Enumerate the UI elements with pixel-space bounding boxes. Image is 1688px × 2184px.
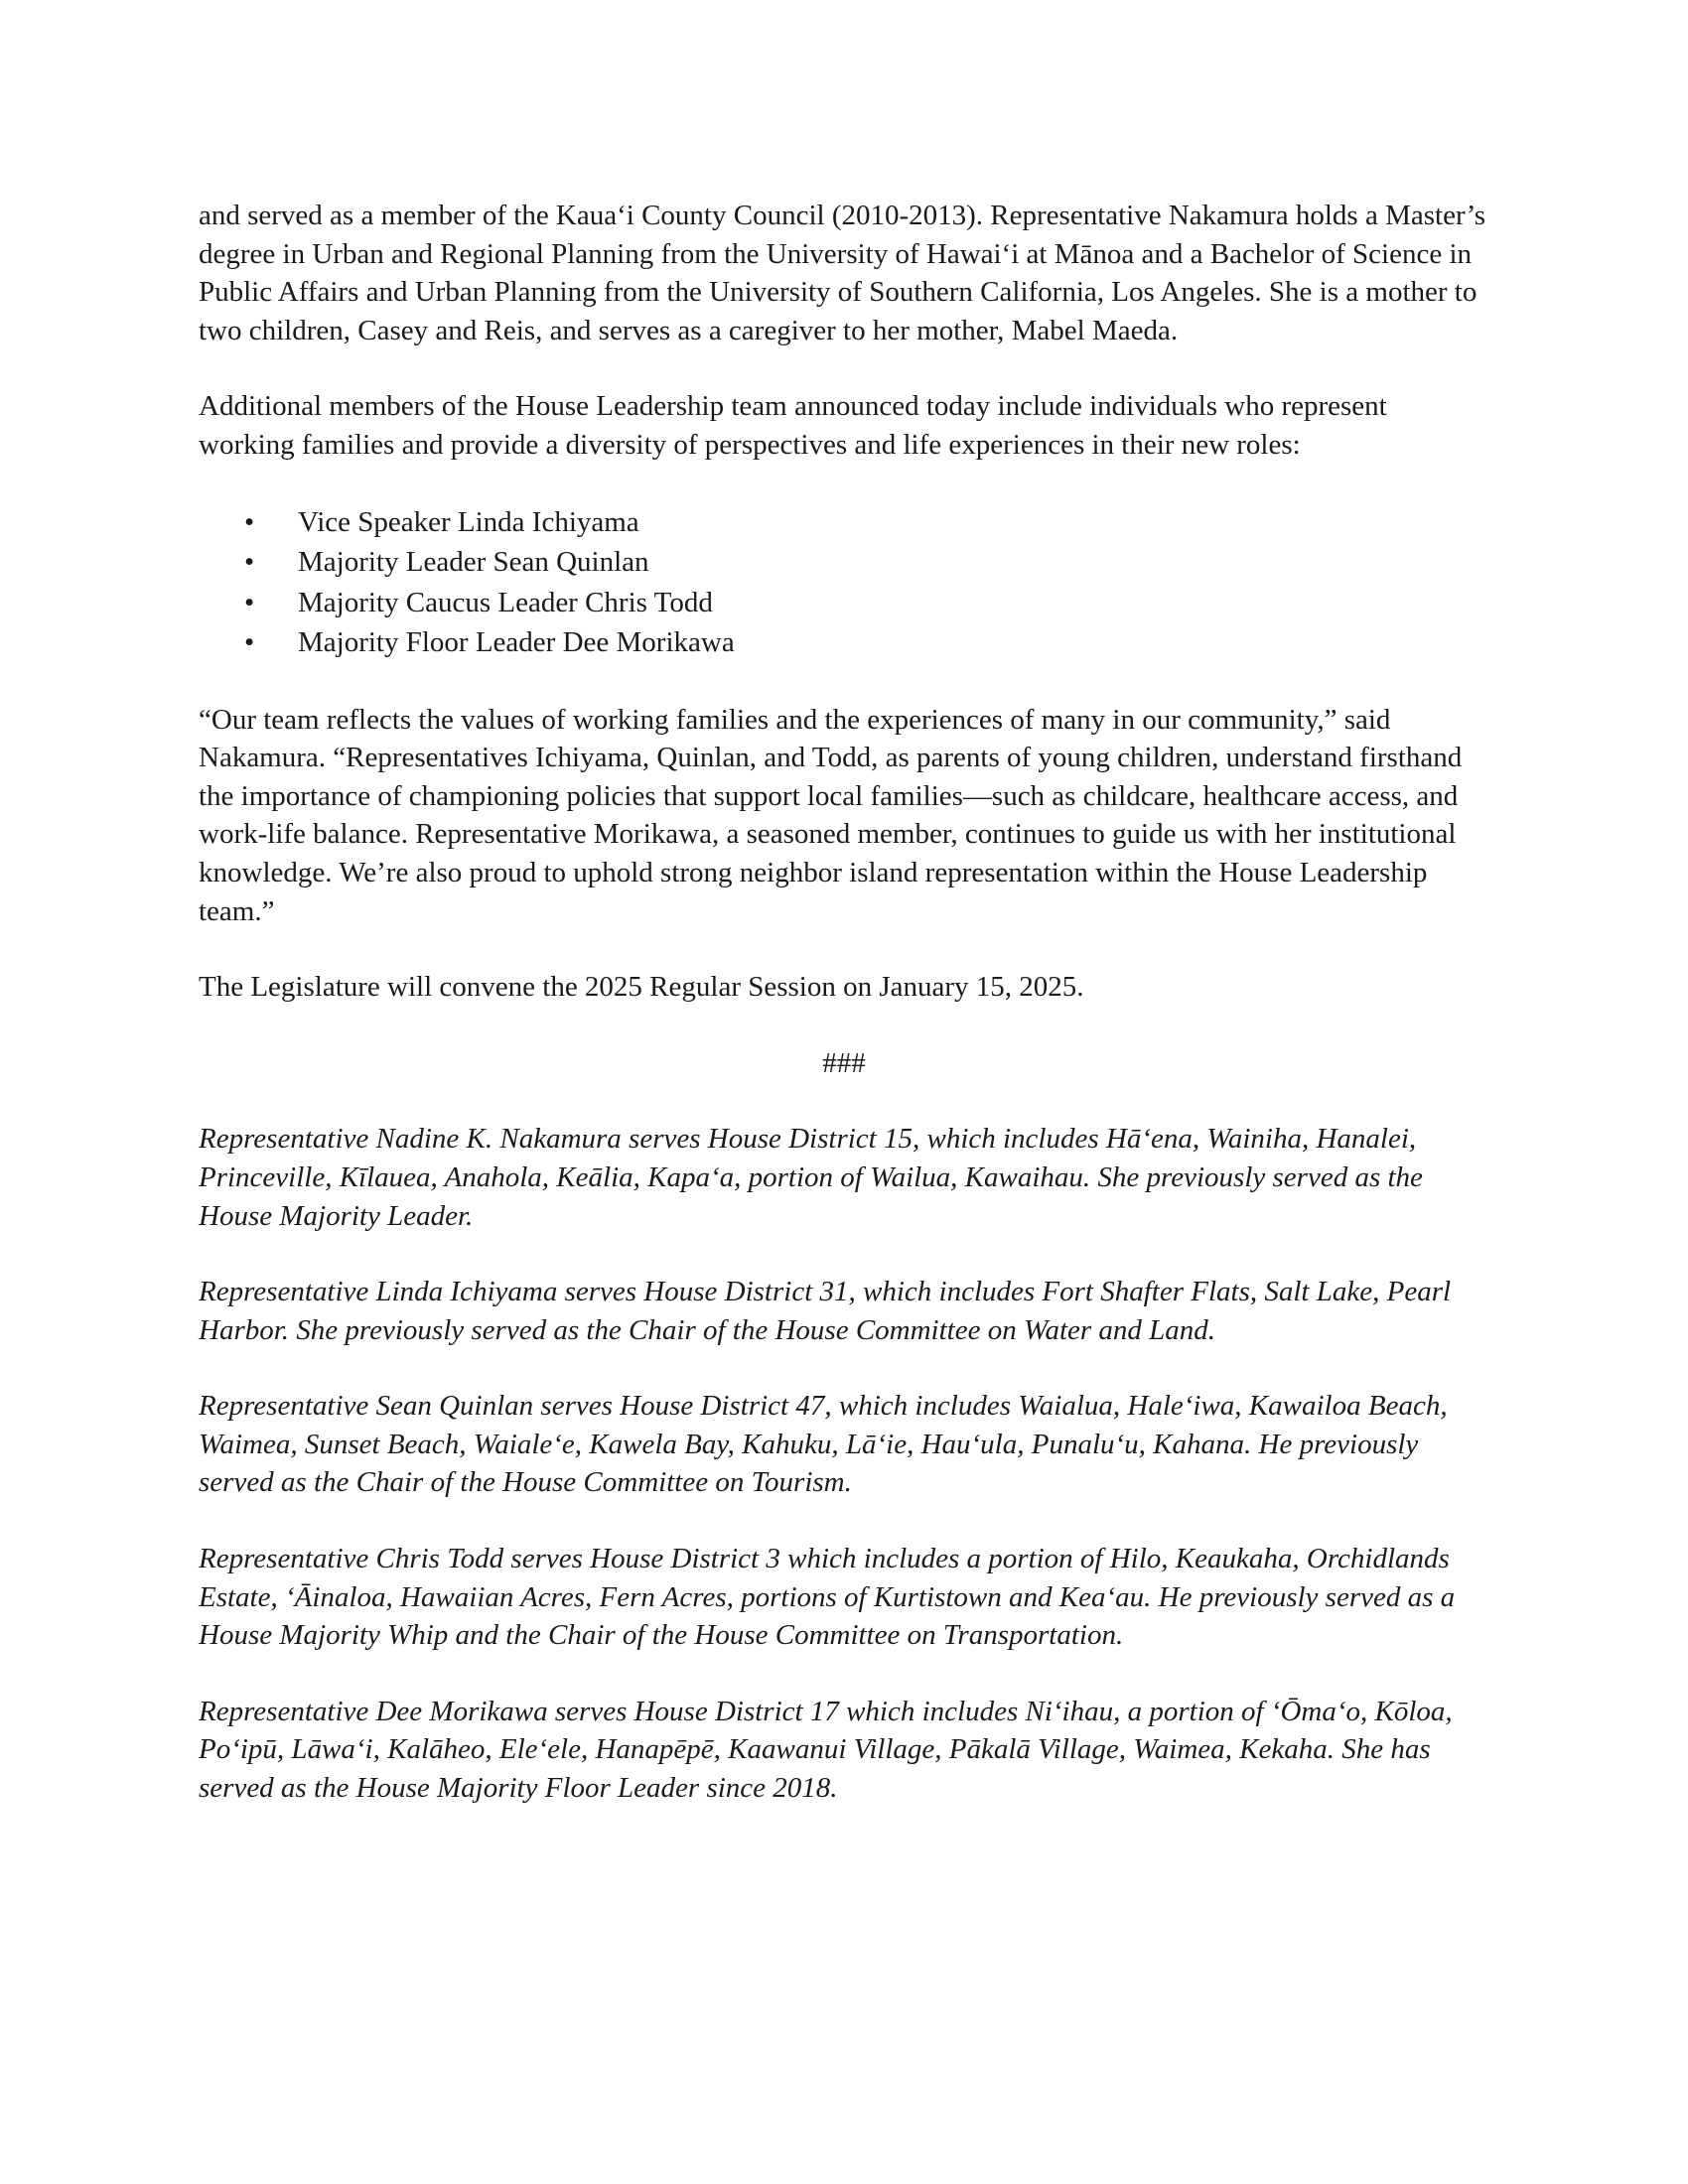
bio-ichiyama: Representative Linda Ichiyama serves House District 31, which includes Fort Shafter Flats, Salt Lake, Pearl Harbor. She previously served as the Chair of the House Committee on Water and Land. <box>199 1276 1452 1346</box>
list-item: • Majority Floor Leader Dee Morikawa <box>199 622 1489 663</box>
bio-todd: Representative Chris Todd serves House District 3 which includes a portion of Hilo, Keaukaha, Orchidlands Estate, ʻĀinaloa, Hawaiian Acres, Fern Acres, portions of Kurtistown and Keaʻau. He previously served as a House Majority Whip and the Chair of the House Committee on Transportation. <box>199 1543 1456 1652</box>
leadership-roles-list <box>199 502 1489 663</box>
bio-morikawa: Representative Dee Morikawa serves House District 17 which includes Niʻihau, a portion of ʻŌmaʻo, Kōloa, Poʻipū, Lāwaʻi, Kalāheo, Eleʻele, Hanapēpē, Kaawanui Village, Pākalā Village, Waimea, Kekaha. She has served as the House Majority Floor Leader since 2018. <box>199 1695 1453 1805</box>
session-paragraph: The Legislature will convene the 2025 Regular Session on January 15, 2025. <box>199 971 1084 1004</box>
bio-nakamura: Representative Nadine K. Nakamura serves House District 15, which includes Hāʻena, Wainiha, Hanalei, Princeville, Kīlauea, Anahola, Keālia, Kapaʻa, portion of Wailua, Kawaihau. She previously served as the House Majority Leader. <box>199 1123 1423 1232</box>
list-item: • Majority Caucus Leader Chris Todd <box>199 583 1489 623</box>
intro-paragraph: and served as a member of the Kauaʻi County Council (2010-2013). Representative Nakamura holds a Master’s degree in Urban and Regional Planning from the University of Hawaiʻi at Mānoa and a Bachelor of Science in Public Affairs and Urban Planning from the University of Southern California, Los Angeles. She is a mother to two children, Casey and Reis, and serves as a caregiver to her mother, Mabel Maeda. <box>199 200 1486 346</box>
quote-paragraph: “Our team reflects the values of working families and the experiences of many in our community,” said Nakamura. “Representatives Ichiyama, Quinlan, and Todd, as parents of young children, understand firsthand the importance of championing policies that support local families—such as childcare, healthcare access, and work-life balance. Representative Morikawa, a seasoned member, continues to guide us with her institutional knowledge. We’re also proud to uphold strong neighbor island representation within the House Leadership team.” <box>199 703 1463 927</box>
document-page <box>199 197 1489 1845</box>
additional-members-paragraph: Additional members of the House Leadership team announced today include individuals who represent working families and provide a diversity of perspectives and life experiences in their new roles: <box>199 390 1387 461</box>
bio-quinlan: Representative Sean Quinlan serves House District 47, which includes Waialua, Haleʻiwa, Kawailoa Beach, Waimea, Sunset Beach, Waialeʻe, Kawela Bay, Kahuku, Lāʻie, Hauʻula, Punaluʻu, Kahana. He previously served as the Chair of the House Committee on Tourism. <box>199 1390 1448 1499</box>
section-separator: ### <box>822 1046 866 1079</box>
list-item: • Vice Speaker Linda Ichiyama <box>199 502 1489 543</box>
list-item: • Majority Leader Sean Quinlan <box>199 542 1489 583</box>
